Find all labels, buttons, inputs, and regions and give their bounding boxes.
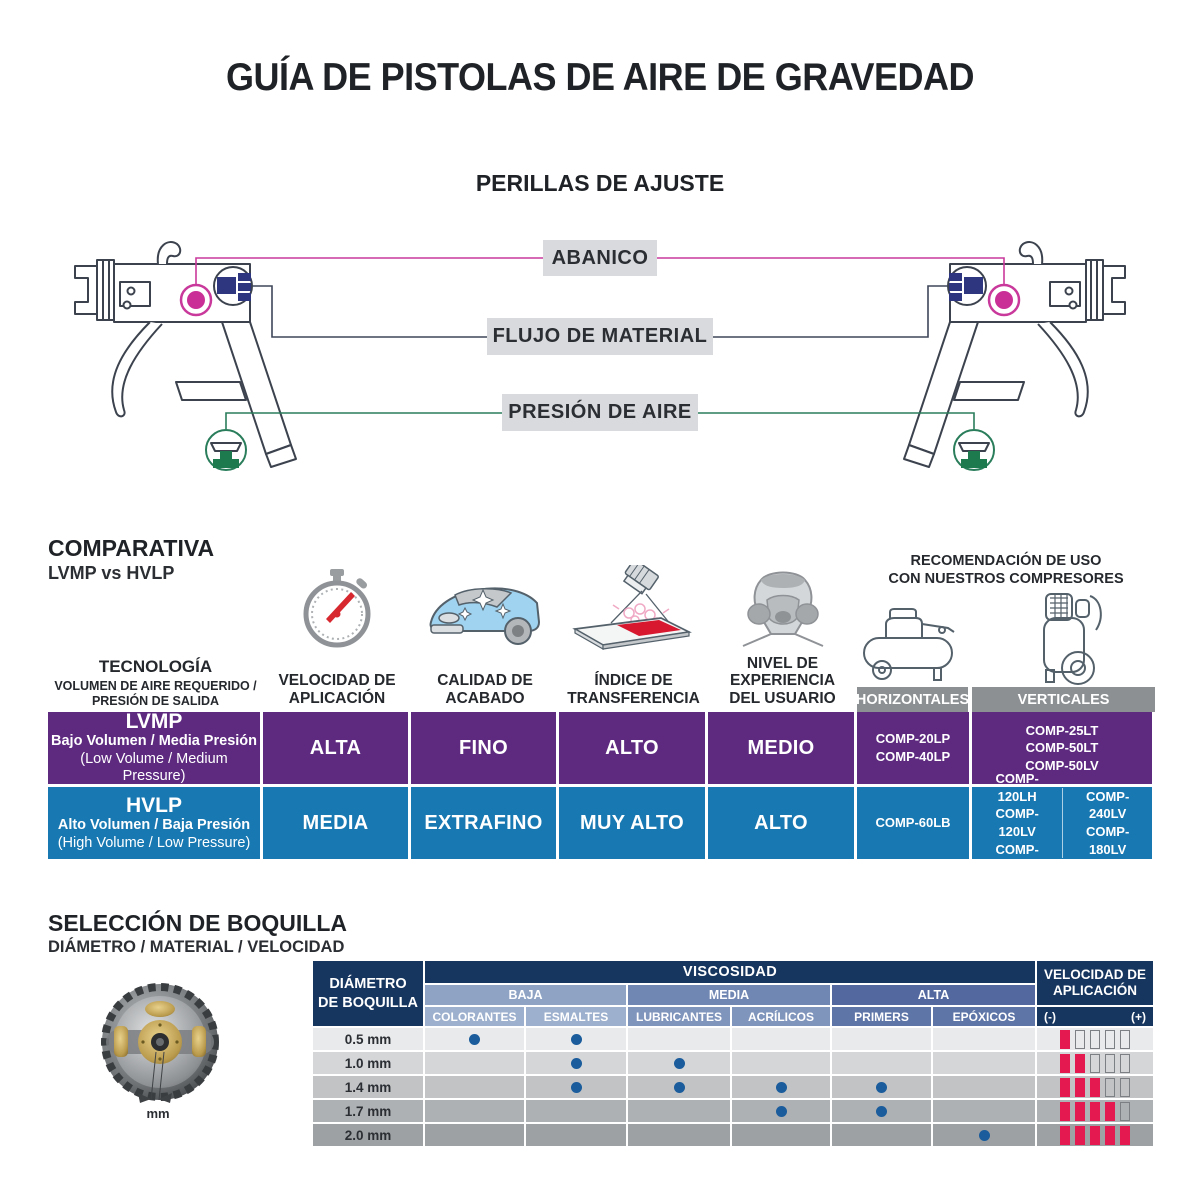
technology-description: Alto Volumen / Baja Presión (57, 817, 251, 834)
respirator-icon (737, 570, 829, 648)
technology-name: LVMP (125, 710, 183, 734)
column-header-tecnologia (48, 640, 263, 710)
technology-cell (48, 787, 260, 859)
page-title: GUÍA DE PISTOLAS DE AIRE DE GRAVEDAD (225, 54, 975, 99)
speed-bars (1060, 1102, 1130, 1121)
speed-bar-segment (1120, 1054, 1130, 1073)
speed-bar-segment (1075, 1126, 1085, 1145)
boquilla-subheading: DIÁMETRO / MATERIAL / VELOCIDAD (48, 938, 345, 956)
speed-bar-segment (1060, 1126, 1070, 1145)
material-match-cell (425, 1028, 524, 1050)
speed-bar-segment (1075, 1102, 1085, 1121)
transfer-index-value: MUY ALTO (559, 787, 705, 859)
material-dot (674, 1058, 685, 1069)
application-speed-header: VELOCIDAD DE APLICACIÓN (1037, 961, 1153, 1005)
column-header-indice: ÍNDICE DE TRANSFERENCIA (567, 672, 700, 708)
speed-bar-segment (1105, 1126, 1115, 1145)
spray-panel-icon (567, 565, 697, 650)
material-match-cell (832, 1052, 931, 1074)
material-match-cell (425, 1052, 524, 1074)
application-speed-cell (1037, 1052, 1153, 1074)
knob-label-flujo: FLUJO DE MATERIAL (487, 318, 713, 355)
speed-bar-segment (1090, 1054, 1100, 1073)
speed-bar-segment (1075, 1078, 1085, 1097)
compressor-model-group: COMP-120LH COMP-120LV COMP-80LV (995, 771, 1039, 875)
material-match-cell (732, 1100, 830, 1122)
column-header-calidad: CALIDAD DE ACABADO (437, 672, 533, 708)
application-speed-cell (1037, 1124, 1153, 1146)
application-speed-value: ALTA (263, 712, 408, 784)
material-match-cell (832, 1028, 931, 1050)
material-match-cell (933, 1052, 1035, 1074)
nozzle-diameter-label: 0.5 mm (313, 1028, 423, 1050)
material-match-cell (732, 1052, 830, 1074)
horizontal-compressor-icon (856, 602, 971, 684)
application-speed-cell (1037, 1076, 1153, 1098)
viscosity-group-header: BAJA (425, 985, 626, 1005)
spray-gun-illustration-mirrored (904, 242, 1125, 470)
material-column-header: PRIMERS (832, 1007, 931, 1026)
fan-pattern-knob (181, 285, 211, 315)
speed-bar-segment (1075, 1054, 1085, 1073)
nozzle-diameter-label: 1.4 mm (313, 1076, 423, 1098)
viscosity-header: VISCOSIDAD (425, 961, 1035, 983)
material-match-cell (628, 1028, 730, 1050)
vertical-compressor-icon (1018, 588, 1110, 688)
knobs-section-heading: PERILLAS DE AJUSTE (475, 170, 725, 196)
speed-bar-segment (1060, 1102, 1070, 1121)
technology-description-en: (Low Volume / Medium Pressure) (80, 750, 228, 785)
finish-quality-value: FINO (411, 712, 556, 784)
column-header-nivel: NIVEL DE EXPERIENCIA DEL USUARIO (729, 654, 836, 708)
material-match-cell (732, 1028, 830, 1050)
material-flow-knob (214, 267, 252, 305)
technology-cell (48, 712, 260, 784)
viscosity-group-header: MEDIA (628, 985, 830, 1005)
flujo-line-left (252, 286, 487, 337)
speed-bars (1060, 1078, 1130, 1097)
speed-bar-segment (1090, 1030, 1100, 1049)
speed-bar-segment (1060, 1078, 1070, 1097)
material-column-header: COLORANTES (425, 1007, 524, 1026)
material-column-header: LUBRICANTES (628, 1007, 730, 1026)
nozzle-diameter-label: 1.7 mm (313, 1100, 423, 1122)
material-dot (571, 1058, 582, 1069)
finish-quality-value: EXTRAFINO (411, 787, 556, 859)
transfer-index-value: ALTO (559, 712, 705, 784)
diameter-column-header: DIÁMETRO DE BOQUILLA (313, 961, 423, 1026)
speed-bar-segment (1105, 1030, 1115, 1049)
material-match-cell (832, 1100, 931, 1122)
nozzle-diameter-label: 2.0 mm (313, 1124, 423, 1146)
speed-bar-segment (1120, 1126, 1130, 1145)
horizontal-compressor-models: COMP-60LB (857, 787, 969, 859)
material-match-cell (526, 1124, 626, 1146)
material-column-header: ESMALTES (526, 1007, 626, 1026)
material-dot (876, 1106, 887, 1117)
material-match-cell (732, 1124, 830, 1146)
speed-bar-segment (1120, 1102, 1130, 1121)
speed-bar-segment (1090, 1078, 1100, 1097)
car-icon (425, 576, 545, 648)
recommendation-heading: RECOMENDACIÓN DE USO CON NUESTROS COMPRESORES (888, 553, 1124, 588)
spray-gun-illustration (75, 242, 296, 470)
material-dot (776, 1082, 787, 1093)
technology-description: Bajo Volumen / Media Presión (51, 733, 257, 750)
material-match-cell (628, 1100, 730, 1122)
technology-description-en: (High Volume / Low Pressure) (57, 834, 251, 851)
material-dot (571, 1034, 582, 1045)
material-match-cell (526, 1028, 626, 1050)
speed-bar-segment (1060, 1054, 1070, 1073)
material-column-header: ACRÍLICOS (732, 1007, 830, 1026)
speed-bar-segment (1120, 1030, 1130, 1049)
stopwatch-icon (301, 568, 373, 650)
material-match-cell (425, 1100, 524, 1122)
material-dot (469, 1034, 480, 1045)
material-match-cell (933, 1076, 1035, 1098)
material-match-cell (933, 1028, 1035, 1050)
experience-level-value: ALTO (708, 787, 854, 859)
material-match-cell (628, 1124, 730, 1146)
material-match-cell (732, 1076, 830, 1098)
material-match-cell (526, 1052, 626, 1074)
flujo-line-right (713, 286, 948, 337)
nozzle-unit-label: mm (146, 1106, 170, 1121)
material-match-cell (425, 1124, 524, 1146)
horizontal-compressor-models: COMP-20LP COMP-40LP (857, 712, 969, 784)
viscosity-group-header: ALTA (832, 985, 1035, 1005)
material-match-cell (933, 1100, 1035, 1122)
material-match-cell (526, 1100, 626, 1122)
material-match-cell (933, 1124, 1035, 1146)
speed-bar-segment (1075, 1030, 1085, 1049)
material-match-cell (832, 1076, 931, 1098)
speed-min-label: (-) (1044, 1009, 1056, 1024)
application-speed-value: MEDIA (263, 787, 408, 859)
material-match-cell (832, 1124, 931, 1146)
column-header-verticales: VERTICALES (972, 687, 1155, 712)
comparativa-heading: COMPARATIVA (48, 535, 215, 561)
material-dot (979, 1130, 990, 1141)
speed-max-label: (+) (1131, 1009, 1146, 1024)
knob-label-presion: PRESIÓN DE AIRE (502, 394, 698, 431)
material-dot (776, 1106, 787, 1117)
compressor-model-group: COMP-240LV COMP-180LV (1062, 788, 1152, 858)
nozzle-diameter-label: 1.0 mm (313, 1052, 423, 1074)
material-match-cell (628, 1052, 730, 1074)
material-dot (674, 1082, 685, 1093)
speed-bar-segment (1090, 1102, 1100, 1121)
speed-bar-segment (1060, 1030, 1070, 1049)
material-dot (571, 1082, 582, 1093)
air-pressure-knob (206, 430, 246, 470)
compressor-model-group: COMP-25LT COMP-50LT COMP-50LV (1025, 722, 1099, 773)
speed-bars (1060, 1030, 1130, 1049)
technology-name: HVLP (125, 794, 182, 818)
speed-bars (1060, 1126, 1130, 1145)
boquilla-heading: SELECCIÓN DE BOQUILLA (48, 910, 348, 936)
material-dot (876, 1082, 887, 1093)
speed-bar-segment (1105, 1078, 1115, 1097)
material-match-cell (425, 1076, 524, 1098)
speed-bar-segment (1120, 1078, 1130, 1097)
column-header-velocidad: VELOCIDAD DE APLICACIÓN (278, 672, 396, 708)
speed-bar-segment (1105, 1102, 1115, 1121)
speed-bars (1060, 1054, 1130, 1073)
speed-bar-segment (1090, 1126, 1100, 1145)
knob-label-abanico: ABANICO (543, 240, 657, 276)
column-header-horizontales: HORIZONTALES (857, 687, 968, 712)
speed-minmax-row (1037, 1007, 1153, 1026)
application-speed-cell (1037, 1100, 1153, 1122)
tecnologia-subtitle: VOLUMEN DE AIRE REQUERIDO / PRESIÓN DE SALIDA (54, 678, 257, 709)
tecnologia-title: TECNOLOGÍA (98, 657, 213, 677)
material-match-cell (526, 1076, 626, 1098)
experience-level-value: MEDIO (708, 712, 854, 784)
comparativa-subheading: LVMP vs HVLP (48, 563, 175, 583)
vertical-compressor-models (972, 771, 1152, 875)
material-column-header: EPÓXICOS (933, 1007, 1035, 1026)
material-match-cell (628, 1076, 730, 1098)
speed-bar-segment (1105, 1054, 1115, 1073)
application-speed-cell (1037, 1028, 1153, 1050)
